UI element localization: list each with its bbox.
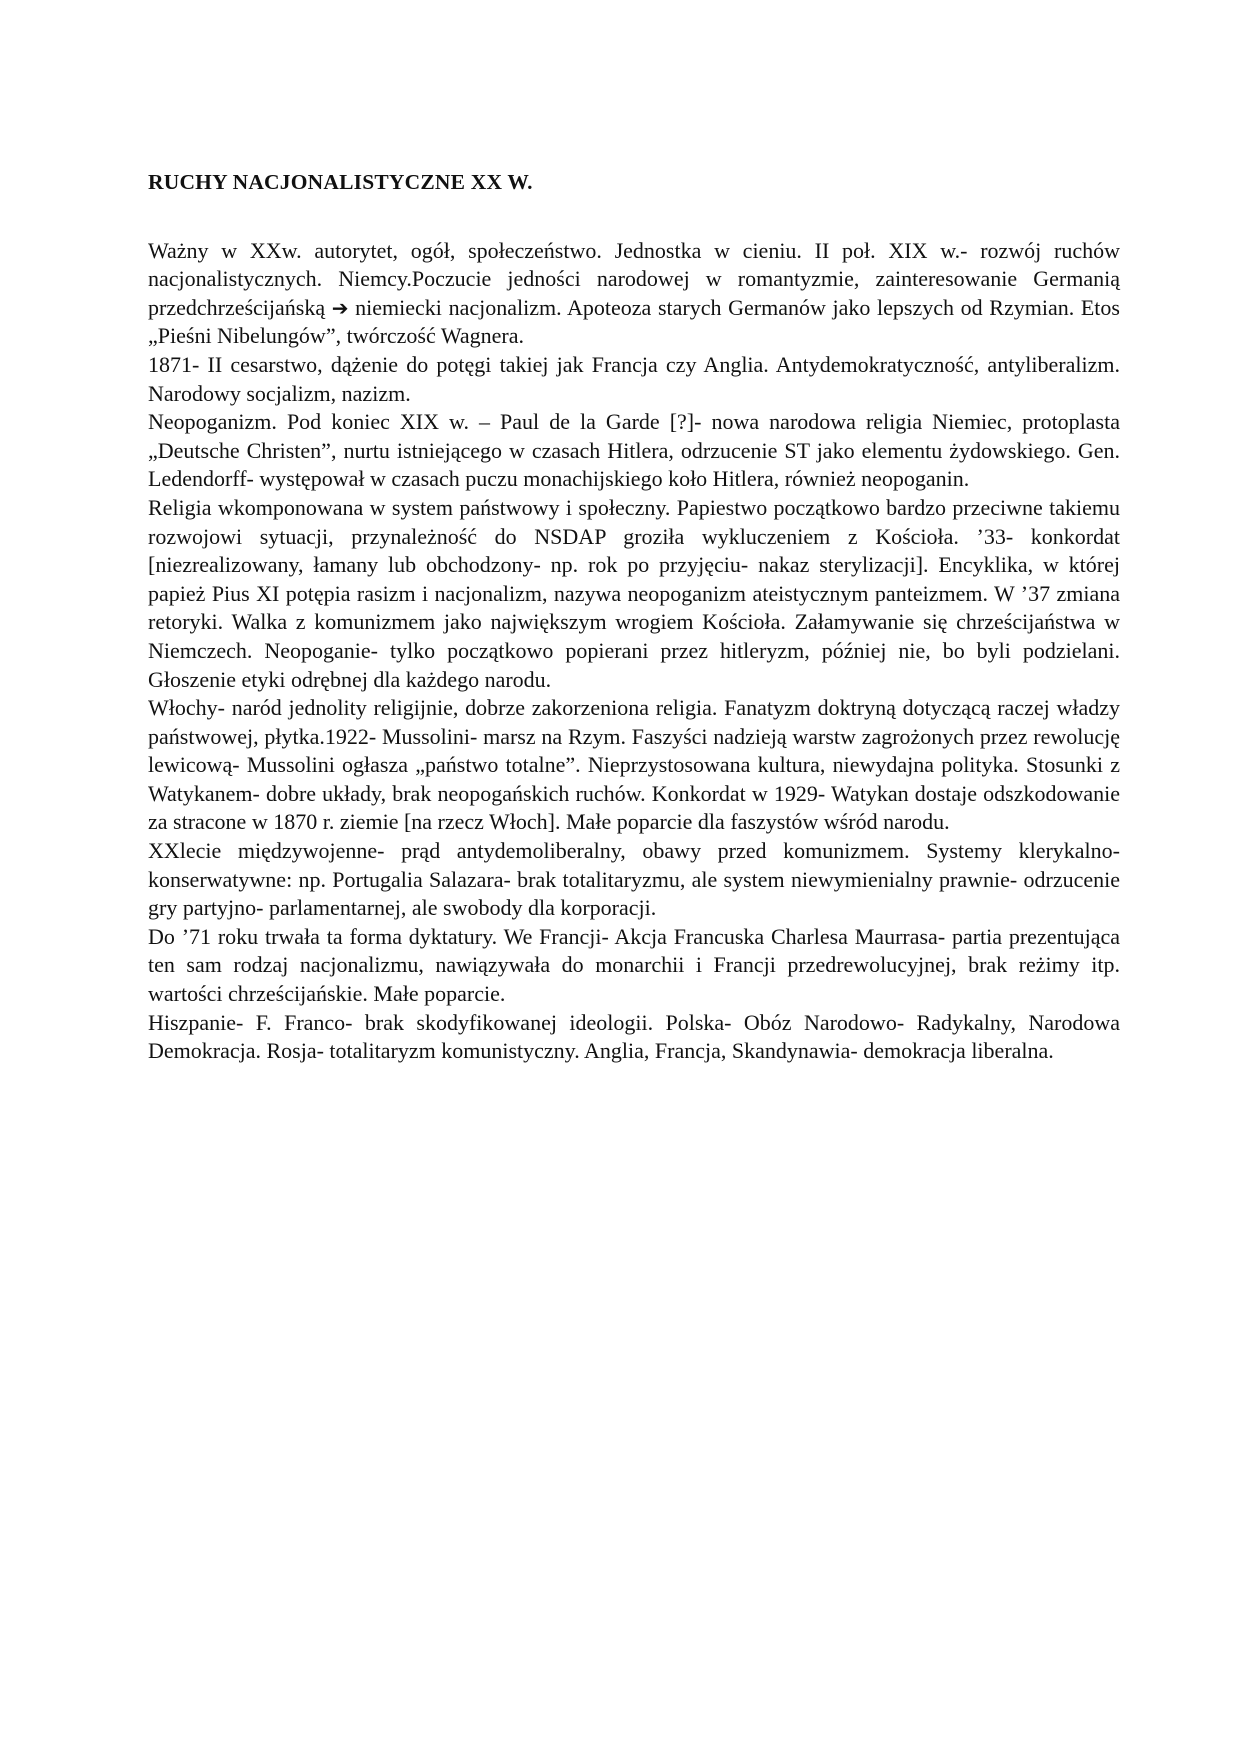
paragraph: Do ’71 roku trwała ta forma dyktatury. We Francji- Akcja Francuska Charlesa Maurrasa- partia prezentująca ten sam rodzaj nacjonalizmu, nawiązywała do monarchii i Francji przedrewolucyjnej, brak reżimy itp. wartości chrześcijańskie. Małe poparcie. [148, 923, 1120, 1007]
paragraph: Włochy- naród jednolity religijnie, dobrze zakorzeniona religia. Fanatyzm doktryną dotyczącą raczej władzy państwowej, płytka.1922- Mussolini- marsz na Rzym. Faszyści nadzieją warstw zagrożonych przez rewolucję lewicową- Mussolini ogłasza „państwo totalne”. Nieprzystosowana kultura, niewydajna polityka. Stosunki z Watykanem- dobre układy, brak neopogańskich ruchów. Konkordat w 1929- Watykan dostaje odszkodowanie za stracone w 1870 r. ziemie [na rzecz Włoch]. Małe poparcie dla faszystów wśród narodu. [148, 695, 1120, 835]
document-title: RUCHY NACJONALISTYCZNE XX W. [148, 170, 533, 194]
paragraph [148, 237, 1120, 351]
paragraph-text: niemiecki nacjonalizm. Apoteoza starych Germanów jako lepszych od Rzymian. Etos „Pieśni Nibelungów”, twórczość Wagnera. [148, 294, 1120, 349]
paragraph-text: Ważny w XXw. autorytet, ogół, społeczeństwo. Jednostka w cieniu. II poł. XIX w.- rozwój ruchów nacjonalistycznych. Niemcy.Poczucie jedności narodowej w romantyzmie, zainteresowanie Germanią przedchrześcijańską [148, 237, 1120, 320]
paragraph: Hiszpanie- F. Franco- brak skodyfikowanej ideologii. Polska- Obóz Narodowo- Radykalny, Narodowa Demokracja. Rosja- totalitaryzm komunistyczny. Anglia, Francja, Skandynawia- demokracja liberalna. [148, 1009, 1120, 1064]
paragraph: XXlecie międzywojenne- prąd antydemoliberalny, obawy przed komunizmem. Systemy klerykalno- konserwatywne: np. Portugalia Salazara- brak totalitaryzmu, ale system niewymienialny prawnie- odrzucenie gry partyjno- parlamentarnej, ale swobody dla korporacji. [148, 838, 1120, 921]
arrow-right-icon: ➔ [331, 295, 349, 320]
paragraph: Religia wkomponowana w system państwowy i społeczny. Papiestwo początkowo bardzo przeciwne takiemu rozwojowi sytuacji, przynależność do NSDAP groziła wykluczeniem z Kościoła. ’33- konkordat [niezrealizowany, łamany lub obchodzony- np. rok po przyjęciu- nakaz sterylizacji]. Encyklika, w której papież Pius XI potępia rasizm i nacjonalizm, nazywa neopoganizm ateistycznym panteizmem. W ’37 zmiana retoryki. Walka z komunizmem jako największym wrogiem Kościoła. Załamywanie się chrześcijaństwa w Niemczech. Neopoganie- tylko początkowo popierani przez hitleryzm, później nie, bo byli podzielani. Głoszenie etyki odrębnej dla każdego narodu. [148, 494, 1120, 692]
paragraph: Neopoganizm. Pod koniec XIX w. – Paul de la Garde [?]- nowa narodowa religia Niemiec, protoplasta „Deutsche Christen”, nurtu istniejącego w czasach Hitlera, odrzucenie ST jako elementu żydowskiego. Gen. Ledendorff- występował w czasach puczu monachijskiego koło Hitlera, również neopoganin. [148, 409, 1120, 492]
paragraph: 1871- II cesarstwo, dążenie do potęgi takiej jak Francja czy Anglia. Antydemokratyczność, antyliberalizm. Narodowy socjalizm, nazizm. [148, 351, 1120, 406]
document-body [148, 168, 1120, 1066]
